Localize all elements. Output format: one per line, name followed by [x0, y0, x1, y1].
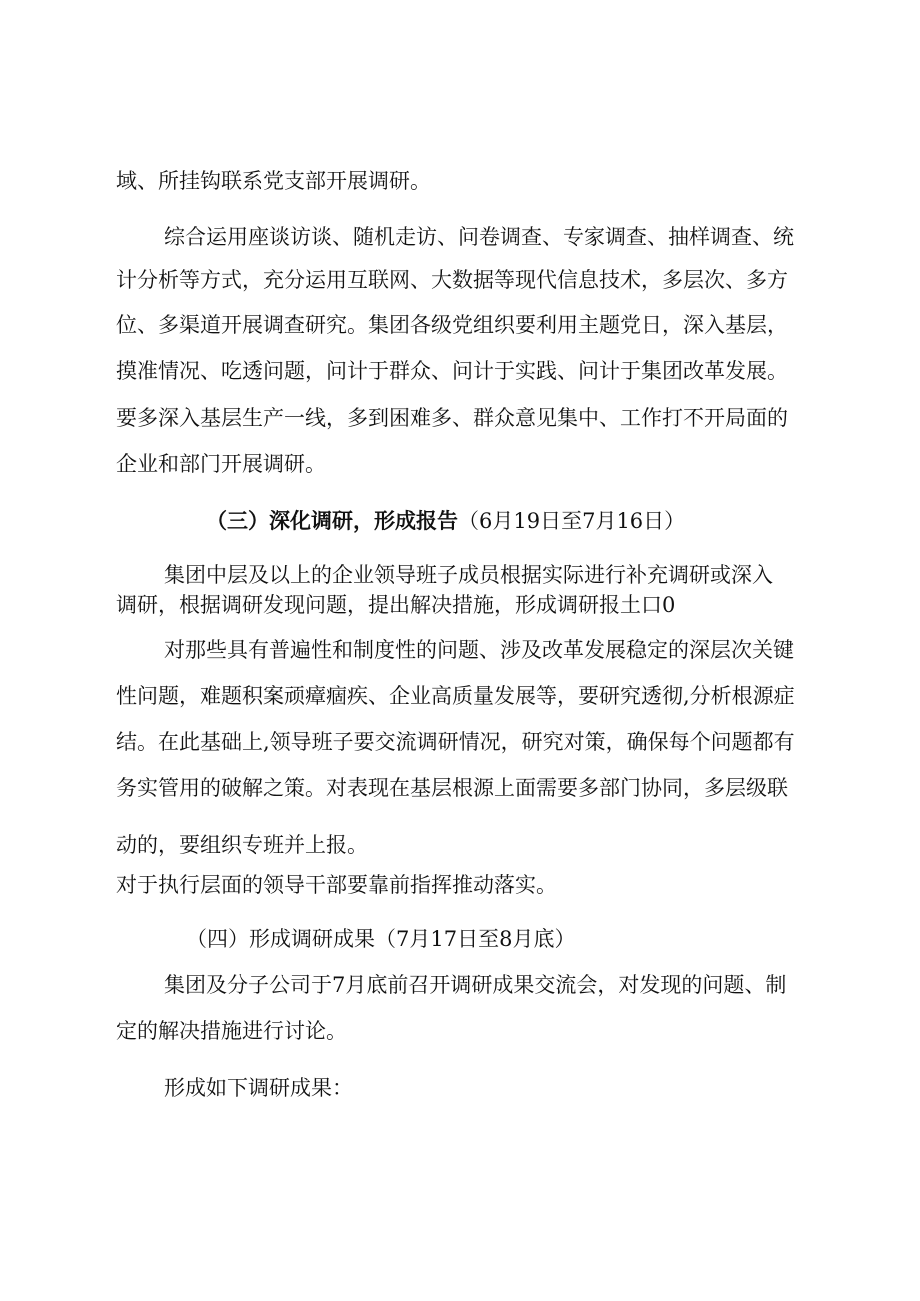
text-line: 动的，要组织专班并上报。	[116, 833, 368, 857]
text-line: 集团及分子公司于7月底前召开调研成果交流会，对发现的问题、制	[164, 973, 787, 997]
section-heading-4: （四）形成调研成果（7月17日至8月底）	[186, 927, 576, 951]
text-line: 调研，根据调研发现问题，提出解决措施，形成调研报土口0	[116, 593, 676, 617]
section-heading-3-dates: （6月19日至7月16日）	[458, 509, 686, 533]
section-heading-3	[206, 506, 685, 536]
section-heading-3-title: （三）深化调研，形成报告	[206, 508, 458, 533]
text-line: 定的解决措施进行讨论。	[116, 1019, 347, 1043]
text-line: 形成如下调研成果：	[164, 1076, 353, 1100]
text-line: 结。在此基础上,领导班子要交流调研情况，研究对策，确保每个问题都有	[116, 730, 795, 754]
text-line: 务实管用的破解之策。对表现在基层根源上面需要多部门协同，多层级联	[116, 776, 788, 800]
text-line: 企业和部门开展调研。	[116, 452, 326, 476]
text-line: 位、多渠道开展调查研究。集团各级党组织要利用主题党日，深入基层，	[116, 313, 788, 337]
text-line: 集团中层及以上的企业领导班子成员根据实际进行补充调研或深入	[164, 563, 773, 587]
text-line: 域、所挂钩联系党支部开展调研。	[116, 169, 431, 193]
text-line: 摸准情况、吃透问题，问计于群众、问计于实践、问计于集团改革发展。	[116, 359, 788, 383]
text-line: 对那些具有普遍性和制度性的问题、涉及改革发展稳定的深层次关键	[164, 638, 794, 662]
text-line: 要多深入基层生产一线，多到困难多、群众意见集中、工作打不开局面的	[116, 406, 788, 430]
text-line: 性问题，难题积案顽瘴痼疾、企业高质量发展等，要研究透彻,分析根源症	[116, 684, 795, 708]
text-line: 对于执行层面的领导干部要靠前指挥推动落实。	[116, 873, 557, 897]
text-line: 综合运用座谈访谈、随机走访、问卷调查、专家调查、抽样调查、统	[164, 225, 794, 249]
text-line: 计分析等方式，充分运用互联网、大数据等现代信息技术，多层次、多方	[116, 268, 788, 292]
